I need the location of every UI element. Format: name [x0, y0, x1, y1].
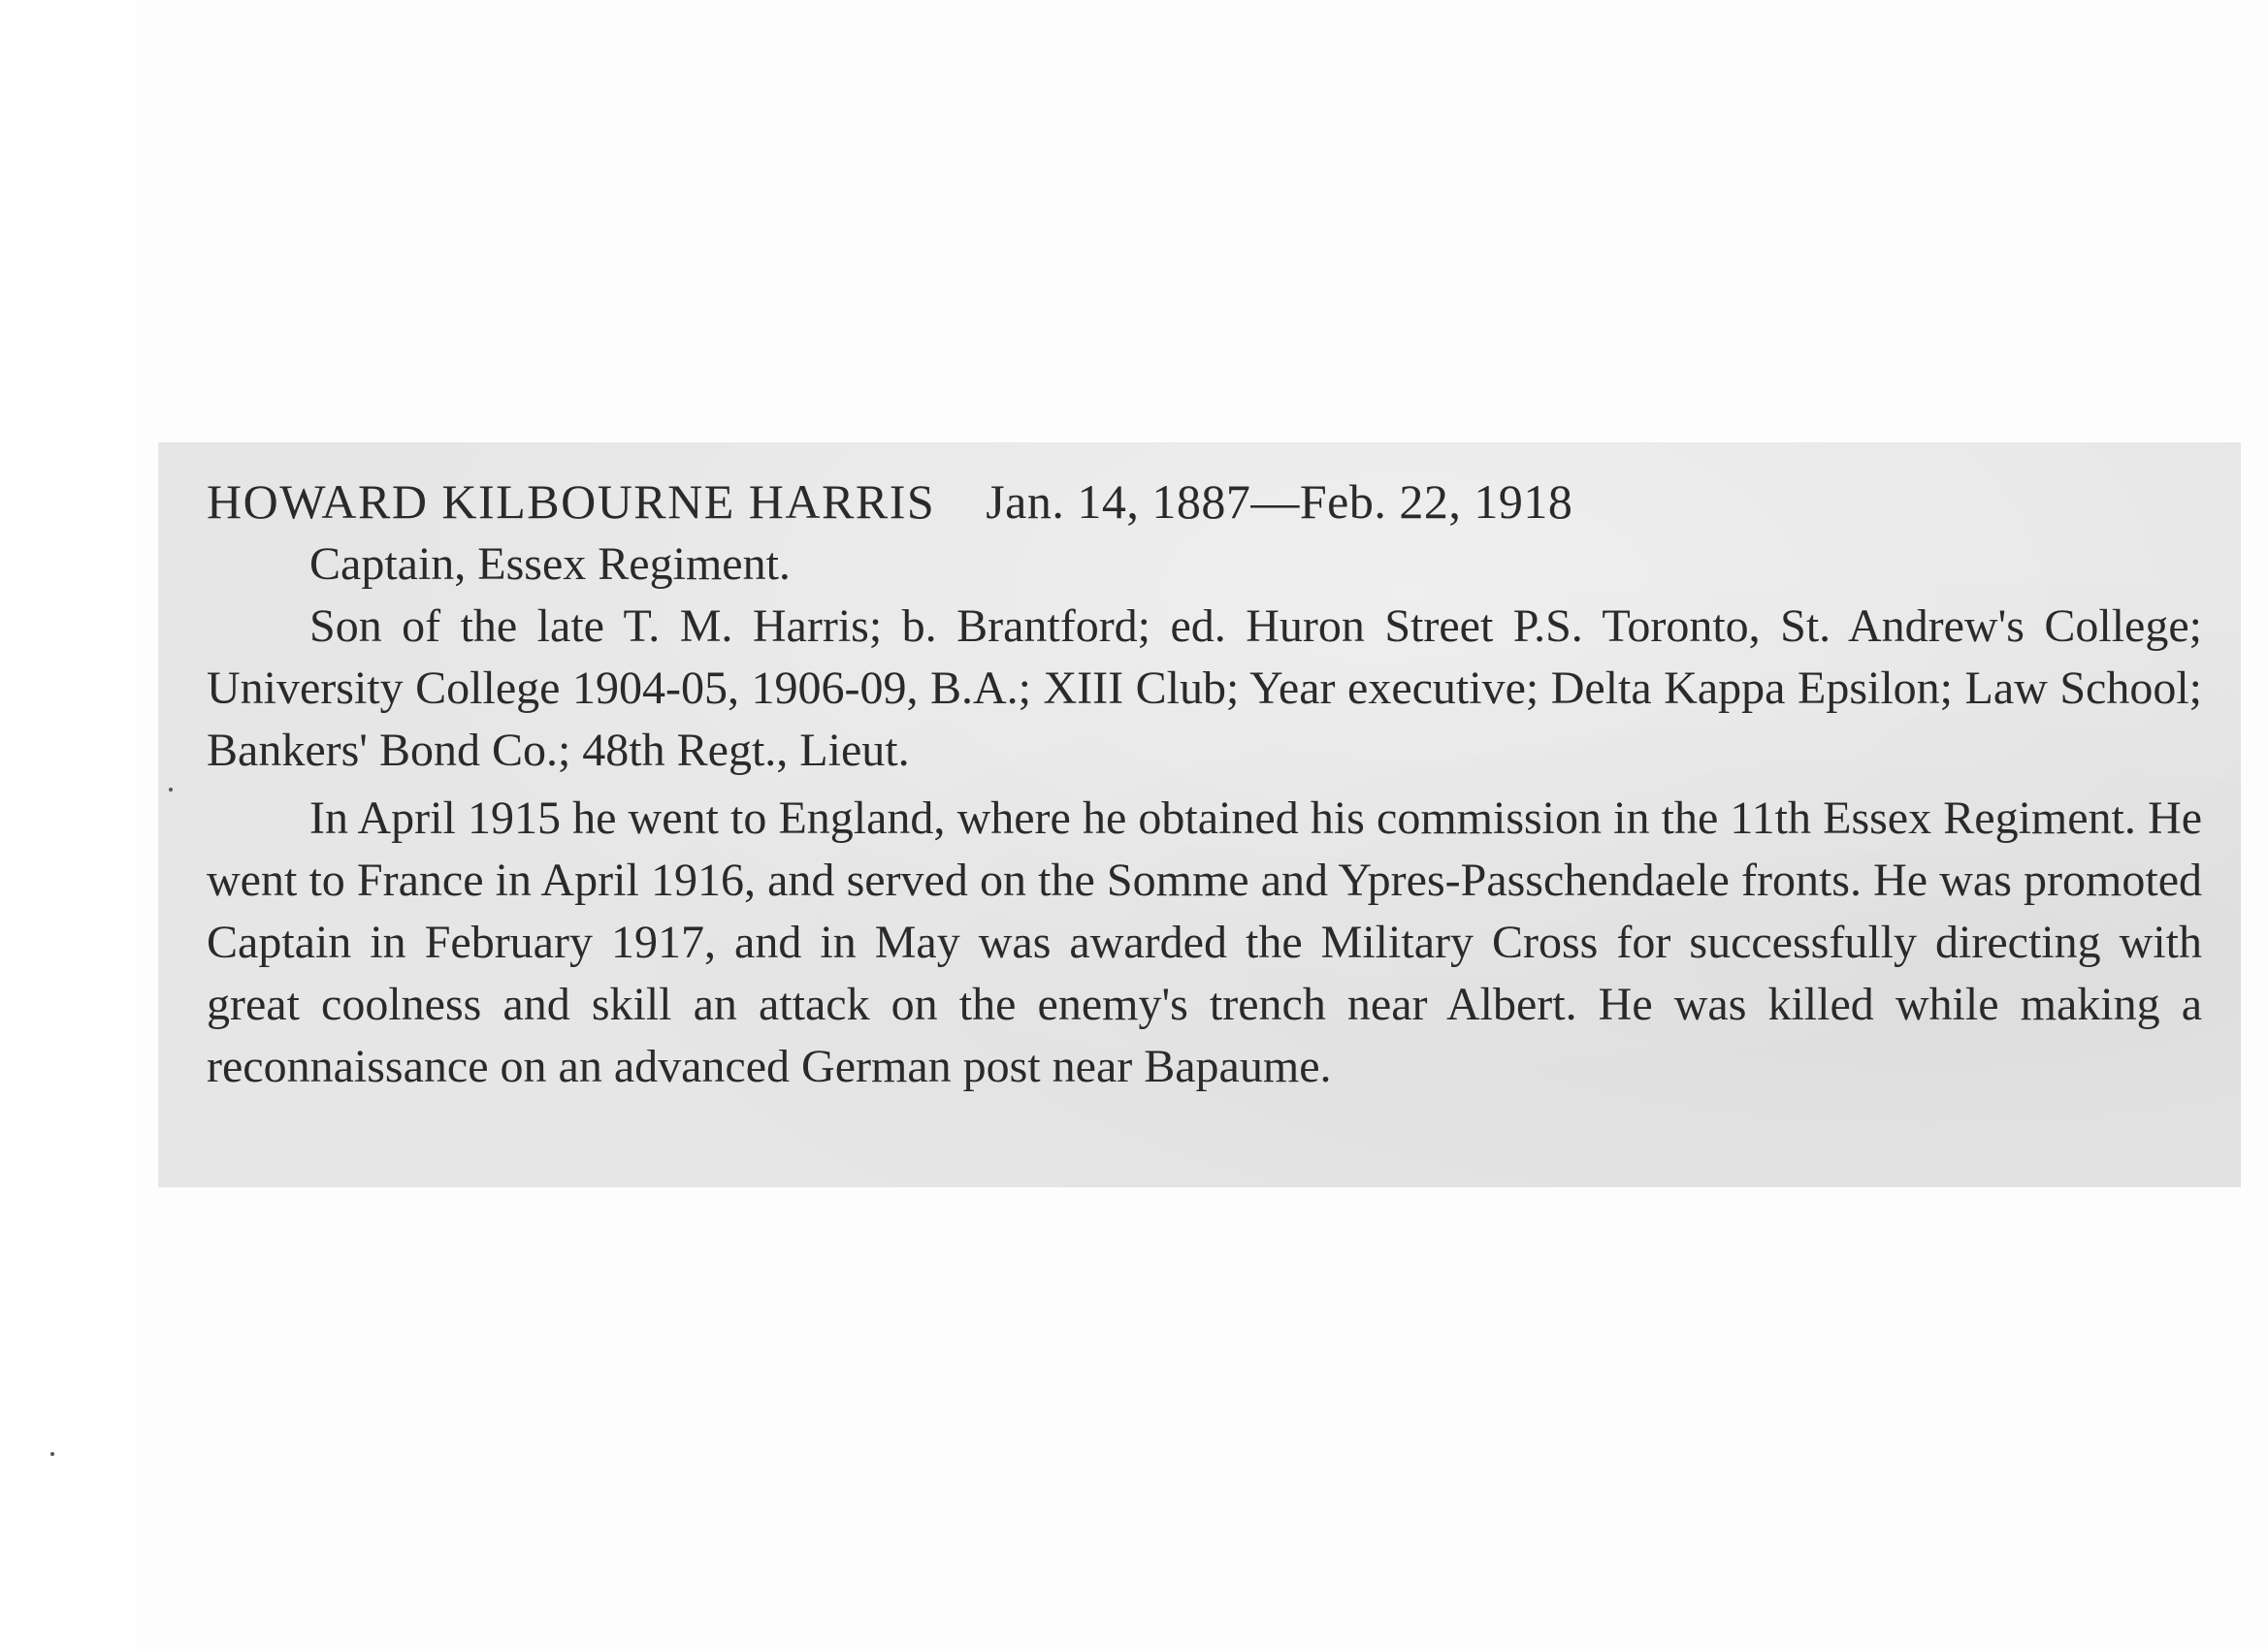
- scan-speck: [50, 1452, 54, 1456]
- scan-speck: [169, 788, 173, 792]
- entry-heading: [207, 471, 2202, 532]
- rank-line: Captain, Essex Regiment.: [309, 538, 791, 590]
- life-dates: Jan. 14, 1887—Feb. 22, 1918: [986, 474, 1573, 529]
- service-paragraph: In April 1915 he went to England, where he obtained his commission in the 11th Essex Regiment. He went to France in April 1916, and served on the Somme and Ypres-Passchendaele fronts. He was promoted Captain in February 1917, and in May was awarded the Military Cross for successfully directing with great coolness and skill an attack on the enemy's trench near Albert. He was killed while making a reconnaissance on an advanced German post near Bapaume.: [207, 792, 2202, 1092]
- page-margin: [0, 0, 136, 1649]
- memorial-clipping: [158, 442, 2241, 1187]
- biography-paragraph: Son of the late T. M. Harris; b. Brantford; ed. Huron Street P.S. Toronto, St. Andrew's College; University College 1904-05, 1906-09, B.A.; XIII Club; Year executive; Delta Kappa Epsilon; Law School; Bankers' Bond Co.; 48th Regt., Lieut.: [207, 600, 2202, 776]
- person-name: HOWARD KILBOURNE HARRIS: [207, 474, 936, 529]
